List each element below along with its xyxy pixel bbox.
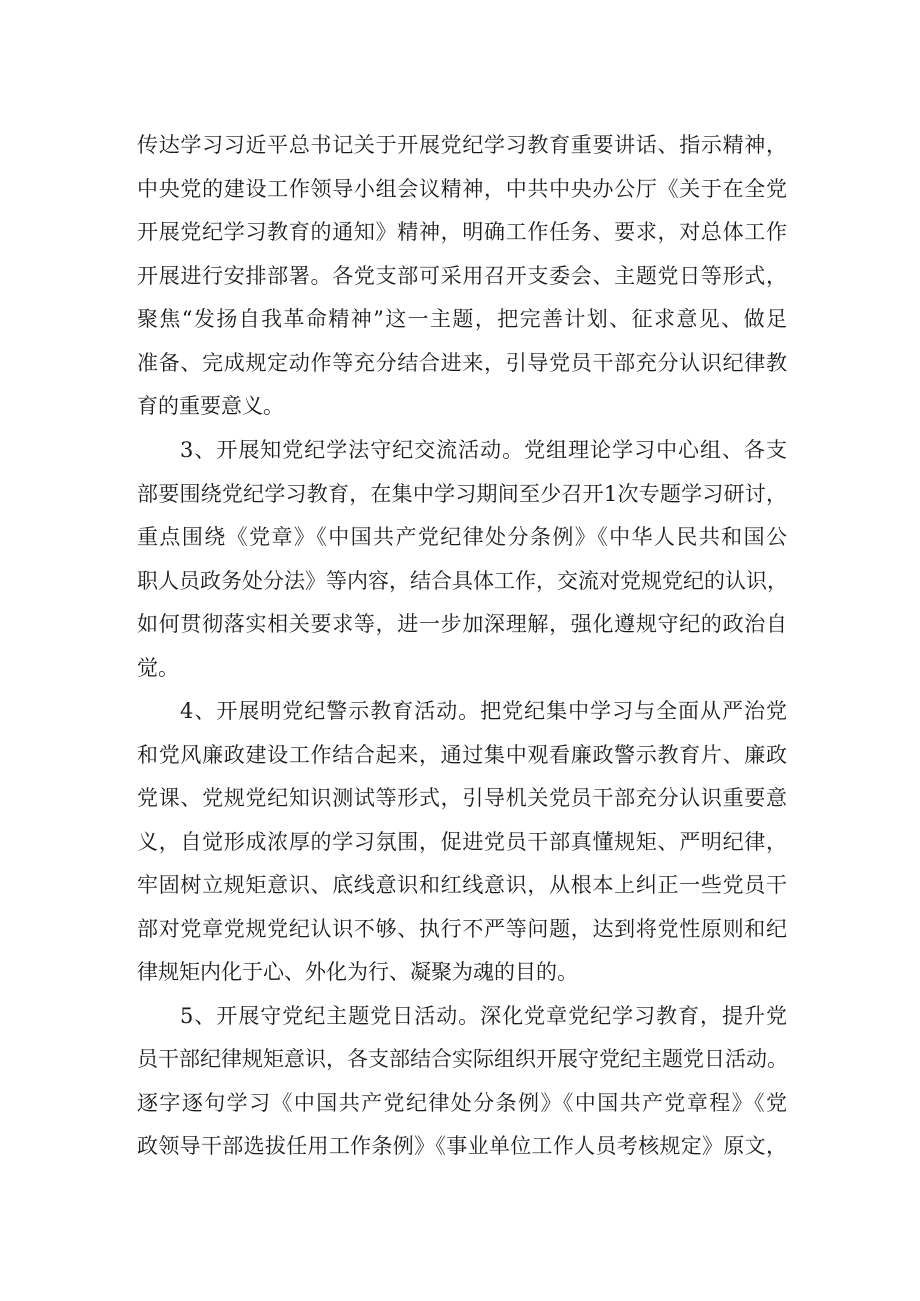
text-line: 如何贯彻落实相关要求等，进一步加深理解，强化遵规守纪的政治自 <box>137 612 787 636</box>
text-line: 党课、党规党纪知识测试等形式，引导机关党员干部充分认识重要意 <box>137 786 787 810</box>
text-line: 开展党纪学习教育的通知》精神，明确工作任务、要求，对总体工作 <box>137 220 787 244</box>
text-line: 政领导干部选拔任用工作条例》《事业单位工作人员考核规定》原文， <box>137 1134 787 1158</box>
text-line: 部对党章党规党纪认识不够、执行不严等问题，达到将党性原则和纪 <box>137 917 787 941</box>
text-line: 准备、完成规定动作等充分结合进来，引导党员干部充分认识纪律教 <box>137 351 787 375</box>
text-line: 中央党的建设工作领导小组会议精神，中共中央办公厅《关于在全党 <box>137 177 787 201</box>
paragraph-3-heading-line: 3、开展知党纪学法守纪交流活动。党组理论学习中心组、各支 <box>180 438 787 462</box>
text-line: 聚焦“发扬自我革命精神”这一主题，把完善计划、征求意见、做足 <box>137 307 787 331</box>
paragraph-5-heading-line: 5、开展守党纪主题党日活动。深化党章党纪学习教育，提升党 <box>180 1004 787 1028</box>
paragraph-4-heading-line: 4、开展明党纪警示教育活动。把党纪集中学习与全面从严治党 <box>180 699 787 723</box>
text-line: 律规矩内化于心、外化为行、凝聚为魂的目的。 <box>137 960 578 984</box>
text-line: 觉。 <box>137 656 179 680</box>
text-line: 传达学习习近平总书记关于开展党纪学习教育重要讲话、指示精神， <box>137 133 787 157</box>
text-line: 育的重要意义。 <box>137 394 284 418</box>
text-line: 牢固树立规矩意识、底线意识和红线意识，从根本上纠正一些党员干 <box>137 873 787 897</box>
text-line: 和党风廉政建设工作结合起来，通过集中观看廉政警示教育片、廉政 <box>137 743 787 767</box>
text-line: 职人员政务处分法》等内容，结合具体工作，交流对党规党纪的认识， <box>137 569 788 593</box>
text-line: 义，自觉形成浓厚的学习氛围，促进党员干部真懂规矩、严明纪律， <box>137 830 787 854</box>
text-line: 逐字逐句学习《中国共产党纪律处分条例》《中国共产党章程》《党 <box>137 1091 787 1115</box>
text-line: 员干部纪律规矩意识，各支部结合实际组织开展守党纪主题党日活动。 <box>137 1047 788 1071</box>
text-line: 开展进行安排部署。各党支部可采用召开支委会、主题党日等形式， <box>137 264 787 288</box>
text-line: 重点围绕《党章》《中国共产党纪律处分条例》《中华人民共和国公 <box>137 525 787 549</box>
text-line: 部要围绕党纪学习教育，在集中学习期间至少召开1次专题学习研讨， <box>137 482 787 506</box>
